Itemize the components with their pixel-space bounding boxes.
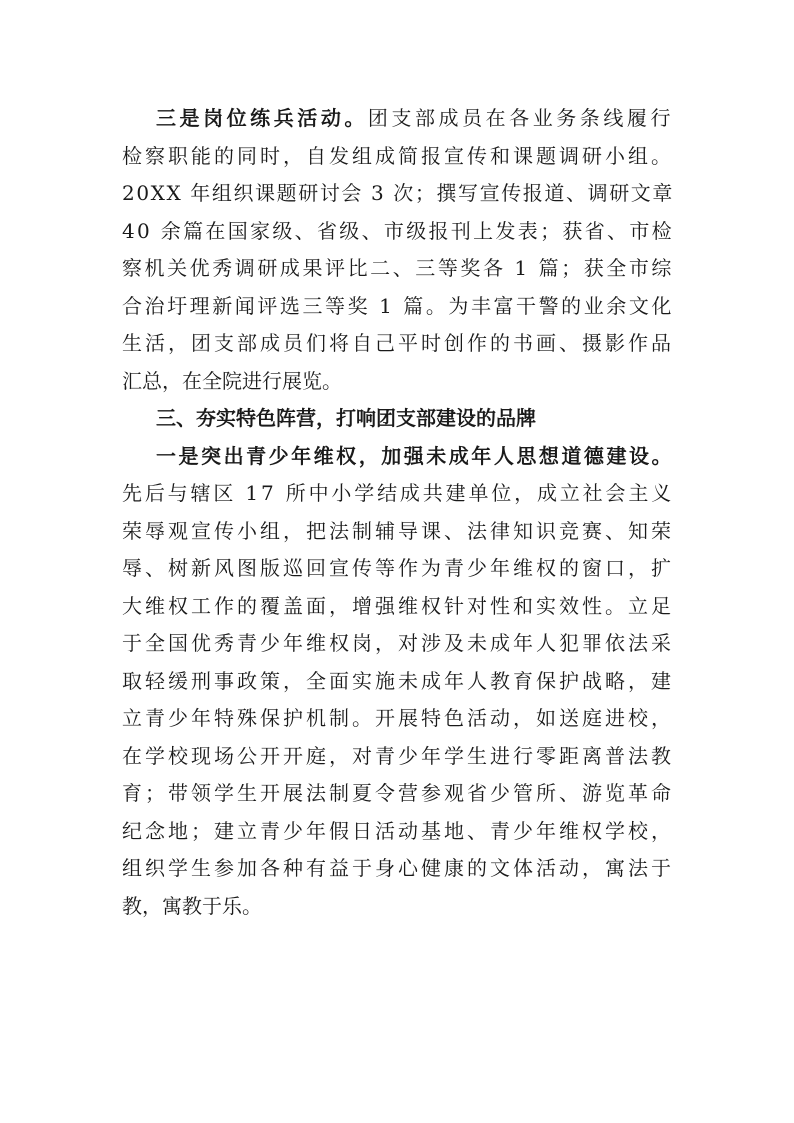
paragraph-text: 组织学生参加各种有益于身心健康的文体活动，寓法于	[122, 856, 674, 880]
paragraph-text: 20XX 年组织课题研讨会 3 次；撰写宣传报道、调研文章	[122, 181, 674, 205]
paragraph-text: 于全国优秀青少年维权岗，对涉及未成年人犯罪依法采	[122, 631, 674, 655]
paragraph-line	[122, 100, 674, 138]
paragraph-line	[122, 888, 674, 926]
paragraph-text: 立青少年特殊保护机制。开展特色活动，如送庭进校，	[122, 706, 674, 730]
paragraph-text: 在学校现场公开开庭，对青少年学生进行零距离普法教	[122, 743, 674, 768]
section-heading: 三、夯实特色阵营，打响团支部建设的品牌	[156, 406, 536, 430]
paragraph-text: 辱、树新风图版巡回宣传等作为青少年维权的窗口，扩	[122, 556, 674, 580]
paragraph-text: 汇总，在全院进行展览。	[122, 368, 342, 393]
document-page	[122, 100, 674, 925]
paragraph-line	[122, 625, 674, 663]
paragraph-line	[122, 775, 674, 813]
paragraph-line	[122, 550, 674, 588]
paragraph-text: 生活，团支部成员们将自己平时创作的书画、摄影作品	[122, 331, 674, 355]
paragraph-line	[122, 738, 674, 776]
paragraph-line	[122, 213, 674, 251]
paragraph-line	[122, 700, 674, 738]
paragraph-line	[122, 325, 674, 363]
paragraph-text: 教，寓教于乐。	[122, 893, 262, 918]
paragraph-line	[122, 438, 674, 476]
paragraph-line	[122, 475, 674, 513]
paragraph-line	[122, 363, 674, 401]
paragraph-line	[122, 813, 674, 851]
paragraph-line	[122, 663, 674, 701]
paragraph-line	[122, 288, 674, 326]
paragraph-text: 大维权工作的覆盖面，增强维权针对性和实效性。立足	[122, 593, 674, 618]
paragraph-line	[122, 250, 674, 288]
paragraph-text: 纪念地；建立青少年假日活动基地、青少年维权学校，	[122, 818, 674, 843]
paragraph-line	[122, 850, 674, 888]
paragraph-line	[122, 588, 674, 626]
paragraph-text: 育；带领学生开展法制夏令营参观省少管所、游览革命	[122, 781, 674, 805]
lead-sentence-post-training: 三是岗位练兵活动。	[156, 106, 368, 130]
paragraph-text: 团支部成员在各业务条线履行	[367, 106, 674, 130]
paragraph-line	[122, 513, 674, 551]
paragraph-text: 检察职能的同时，自发组成简报宣传和课题调研小组。	[122, 143, 674, 168]
paragraph-line	[122, 175, 674, 213]
paragraph-text: 取轻缓刑事政策，全面实施未成年人教育保护战略，建	[122, 668, 674, 693]
paragraph-line	[122, 138, 674, 176]
paragraph-text: 先后与辖区 17 所中小学结成共建单位，成立社会主义	[122, 481, 675, 505]
paragraph-text: 荣辱观宣传小组，把法制辅导课、法律知识竞赛、知荣	[122, 518, 674, 543]
paragraph-text: 40 余篇在国家级、省级、市级报刊上发表；获省、市检	[122, 218, 674, 243]
paragraph-text: 察机关优秀调研成果评比二、三等奖各 1 篇；获全市综	[122, 256, 674, 280]
lead-sentence-youth-rights: 一是突出青少年维权，加强未成年人思想道德建设。	[156, 443, 675, 468]
paragraph-text: 合治圩理新闻评选三等奖 1 篇。为丰富干警的业余文化	[122, 293, 674, 318]
